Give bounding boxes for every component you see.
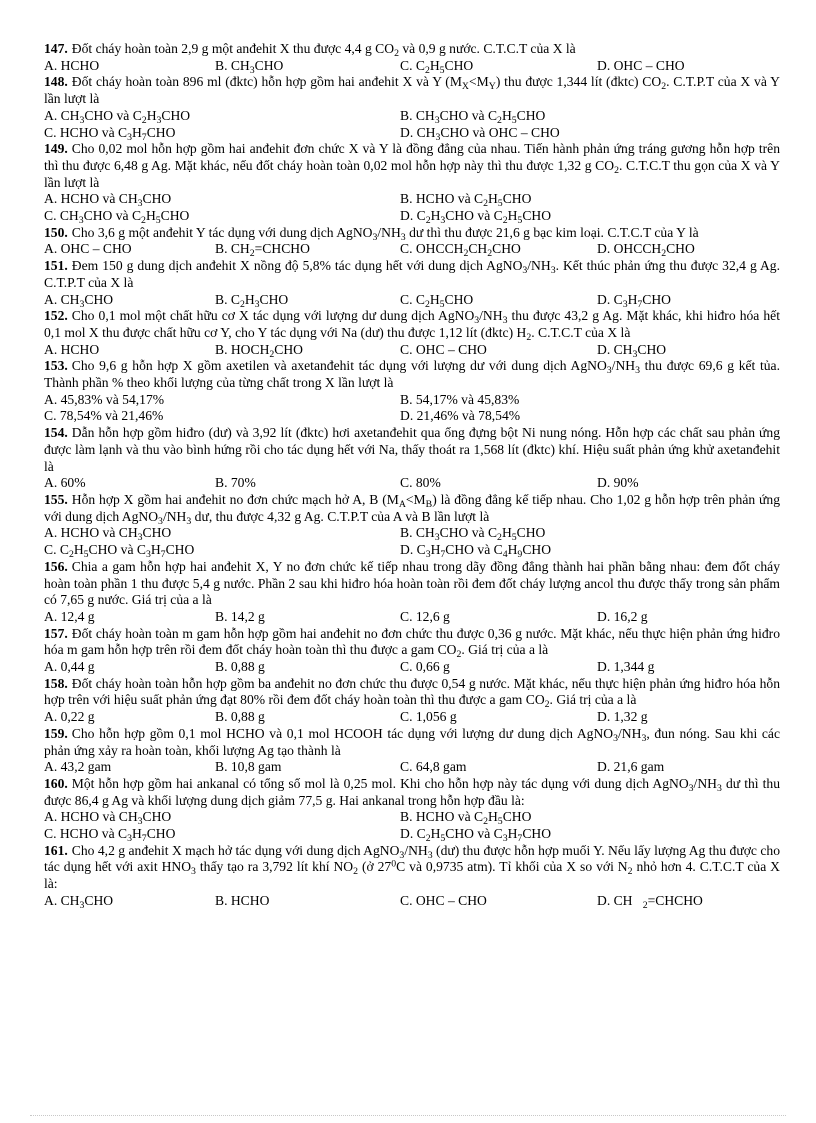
question-text: [44, 559, 780, 609]
answer-option-d: D. CH $_2$=CHCHO: [597, 892, 703, 911]
page-footer-divider: [30, 1115, 786, 1116]
document-page: [44, 41, 780, 910]
answer-option-c: C. $CH_3CHO$ và $C_2H_5CHO$: [44, 208, 190, 226]
answer-option-b: B. 54,17% và 45,83%: [400, 391, 520, 407]
answer-options: [44, 58, 780, 75]
answer-option-d: D. 16,2 g: [597, 608, 648, 624]
question-151: [44, 258, 780, 308]
answer-option-d: D. OHC – CHO: [597, 57, 685, 73]
answer-options: [44, 659, 780, 676]
answer-option-b: B. HCHO và $C_2H_5CHO$: [400, 191, 532, 210]
answer-option-a: A. 12,4 g: [44, 608, 95, 624]
answer-options: [44, 709, 780, 726]
answer-option-a: A. 45,83% và 54,17%: [44, 391, 165, 407]
question-body: Cho 4,2 g anđehit X mạch hở tác dụng với dung dịch $AgNO_3/NH_3$ (dư) thu được hỗn hợp muối Y. Nếu lấy lượng Ag thu được cho tác dụng hết với axit $HNO_3$ thấy tạo ra 3,792 lít khí $NO_2$ (ở $27^0C$ và 0,9735 atm). Tỉ khối của X so với $N_2$ nhỏ hơn 4. C.T.C.T của X là:: [44, 842, 780, 892]
question-body: Hỗn hợp X gồm hai anđehit no đơn chức mạch hở A, B $(M_A<M_B)$ là đồng đẳng kế tiếp nhau. Cho 1,02 g hỗn hợp trên phản ứng với dung dịch $AgNO_3/NH_3$ dư, thu được 4,32 g Ag. C.T.P.T của A và B lần lượt là: [44, 491, 780, 527]
question-number: 154.: [44, 425, 68, 441]
question-text: [44, 225, 780, 242]
answer-options: [44, 809, 780, 842]
answer-option-b: B. HCHO và $C_2H_5CHO$: [400, 809, 532, 828]
question-161: [44, 843, 780, 910]
answer-option-a: A. 0,44 g: [44, 659, 95, 675]
question-text: [44, 776, 780, 809]
answer-options: [44, 392, 780, 425]
answer-options: [44, 292, 780, 309]
question-number: 152.: [44, 308, 68, 324]
answer-option-b: B. $C_2H_3CHO$: [215, 291, 289, 310]
question-number: 161.: [44, 842, 68, 858]
answer-option-d: D. 1,32 g: [597, 709, 648, 725]
answer-option-c: C. 64,8 gam: [400, 759, 467, 775]
question-body: Đem 150 g dung dịch anđehit X nồng độ 5,8% tác dụng hết với dung dịch $AgNO_3/NH_3$. Kết thúc phản ứng thu được 32,4 g Ag. C.T.P.T của X là: [44, 258, 780, 290]
answer-option-d: D. $CH_3CHO$ và OHC – CHO: [400, 124, 560, 143]
answer-option-d: D. $CH_3CHO$: [597, 341, 667, 360]
question-body: Cho 9,6 g hỗn hợp X gồm axetilen và axetanđehit tác dụng với lượng dư với dung dịch $AgNO_3/NH_3$ thu được 69,6 g kết tủa. Thành phần % theo khối lượng của từng chất trong X lần lượt là: [44, 358, 780, 391]
answer-option-d: D. 90%: [597, 475, 639, 491]
answer-option-b: B. $CH_2=CHCHO$: [215, 241, 310, 260]
answer-option-d: D. $C_2H_3CHO$ và $C_2H_5CHO$: [400, 208, 552, 226]
question-number: 157.: [44, 625, 68, 641]
answer-option-a: A. 43,2 gam: [44, 759, 112, 775]
answer-option-a: A. $CH_3CHO$: [44, 892, 114, 911]
question-159: [44, 726, 780, 776]
question-150: [44, 225, 780, 258]
question-147: [44, 41, 780, 74]
question-text: [44, 41, 780, 58]
question-number: 153.: [44, 358, 68, 374]
answer-options: [44, 525, 780, 561]
question-text: [44, 843, 780, 893]
question-158: [44, 676, 780, 726]
answer-options: [44, 342, 780, 359]
answer-option-b: B. 10,8 gam: [215, 759, 282, 775]
answer-option-a: A. HCHO: [44, 341, 100, 357]
answer-option-a: A. HCHO: [44, 57, 100, 73]
question-text: [44, 726, 780, 759]
answer-option-c: C. $C_2H_5CHO$: [400, 57, 474, 76]
answer-option-c: C. 0,66 g: [400, 659, 450, 675]
answer-option-c: C. HCHO và $C_3H_7CHO$: [44, 124, 176, 143]
question-body: Đốt cháy hoàn toàn 896 ml (đktc) hỗn hợp gồm hai anđehit X và Y $(M_X<M_Y)$ thu được 1,344 lít (đktc) $CO_2$. C.T.P.T của X và Y lần lượt là: [44, 74, 780, 107]
question-body: Cho 0,02 mol hỗn hợp gồm hai anđehit đơn chức X và Y là đồng đẳng của nhau. Tiến hành phản ứng tráng gương hỗn hợp trên thì thu được 6,48 g Ag. Mặt khác, nếu đốt cháy hoàn toàn 0,02 mol hỗn hợp này thì thu được 1,32 g $CO_2$. C.T.C.T thu gọn của X và Y lần lượt là: [44, 141, 780, 190]
question-number: 155.: [44, 491, 68, 507]
question-number: 156.: [44, 558, 68, 574]
answer-option-c: C. OHC – CHO: [400, 341, 487, 357]
question-157: [44, 626, 780, 676]
question-text: [44, 74, 780, 107]
question-number: 159.: [44, 725, 68, 741]
question-body: Chia a gam hỗn hợp hai anđehit X, Y no đơn chức kế tiếp nhau trong dãy đồng đẳng thành hai phần bằng nhau: đem đốt cháy hoàn toàn phần 1 thu được 5,4 g nước. Phần 2 sau khi hiđro hóa hoàn toàn rồi đem đốt cháy lượng ancol thu được thấy trong sản phẩm có 7,65 g nước. Giá trị của a là: [44, 558, 780, 608]
question-number: 147.: [44, 41, 68, 56]
question-number: 149.: [44, 141, 68, 157]
answer-option-c: C. $C_2H_5CHO$ và $C_3H_7CHO$: [44, 542, 195, 561]
question-text: [44, 308, 780, 341]
question-body: Cho 0,1 mol một chất hữu cơ X tác dụng với lượng dư dung dịch $AgNO_3/NH_3$ thu được 43,2 g Ag. Mặt khác, khi hiđro hóa hết 0,1 mol X thu được chất hữu cơ Y, cho Y tác dụng với Na (dư) thu được 1,12 lít (đktc) $H_2$. C.T.C.T của X là: [44, 308, 780, 343]
answer-option-a: A. OHC – CHO: [44, 241, 132, 257]
question-body: Một hỗn hợp gồm hai ankanal có tổng số mol là 0,25 mol. Khi cho hỗn hợp này tác dụng với dung dịch $AgNO_3/NH_3$ dư thì thu được 86,4 g Ag và khối lượng dung dịch giảm 77,5 g. Hai ankanal trong hỗn hợp đầu là:: [44, 775, 780, 808]
answer-option-c: C. $OHCCH_2CH_2CHO$: [400, 241, 521, 260]
question-body: Đốt cháy hoàn toàn hỗn hợp gồm ba anđehit no đơn chức thu được 0,54 g nước. Mặt khác, nếu thực hiện phản ứng hiđro hóa hỗn hợp trên với hiệu suất phản ứng đạt 80% rồi đem đốt cháy hoàn toàn thì thu được a gam $CO_2$. Giá trị của a là: [44, 675, 780, 711]
question-text: [44, 358, 780, 391]
answer-option-b: B. $CH_3CHO$: [215, 57, 284, 76]
answer-option-b: B. $CH_3CHO$ và $C_2H_5CHO$: [400, 525, 546, 544]
question-number: 151.: [44, 258, 68, 274]
answer-options: [44, 893, 780, 910]
answer-options: [44, 191, 780, 224]
answer-option-a: A. 60%: [44, 475, 86, 491]
answer-option-c: C. OHC – CHO: [400, 892, 487, 908]
answer-options: [44, 475, 780, 492]
answer-option-a: A. $CH_3CHO$ và $C_2H_3CHO$: [44, 107, 191, 126]
answer-option-b: B. 0,88 g: [215, 659, 265, 675]
answer-option-a: A. 0,22 g: [44, 709, 95, 725]
answer-option-d: D. $OHCCH_2CHO$: [597, 241, 695, 260]
question-149: [44, 141, 780, 225]
answer-option-d: D. $C_3H_7CHO$ và $C_4H_9CHO$: [400, 542, 552, 561]
question-152: [44, 308, 780, 358]
answer-option-d: D. 21,6 gam: [597, 759, 665, 775]
answer-option-b: B. 0,88 g: [215, 709, 265, 725]
question-153: [44, 358, 780, 425]
answer-option-b: B. $CH_3CHO$ và $C_2H_5CHO$: [400, 107, 546, 126]
answer-option-a: A. HCHO và $CH_3CHO$: [44, 809, 172, 828]
answer-options: [44, 759, 780, 776]
answer-option-b: B. $HOCH_2CHO$: [215, 341, 303, 360]
question-155: [44, 492, 780, 559]
answer-options: [44, 108, 780, 141]
answer-option-c: C. 78,54% và 21,46%: [44, 408, 164, 424]
question-148: [44, 74, 780, 141]
question-body: Cho 3,6 g một anđehit Y tác dụng với dung dịch $AgNO_3/NH_3$ dư thì thu được 21,6 g bạc kim loại. C.T.C.T của Y là: [71, 224, 699, 243]
question-text: [44, 425, 780, 475]
question-text: [44, 492, 780, 525]
question-body: Cho hỗn hợp gồm 0,1 mol HCHO và 0,1 mol HCOOH tác dụng với lượng dư dung dịch $AgNO_3/NH_3$, đun nóng. Sau khi các phản ứng xảy ra hoàn toàn, khối lượng Ag tạo thành là: [44, 725, 781, 758]
answer-option-c: C. HCHO và $C_3H_7CHO$: [44, 826, 176, 844]
question-body: Đốt cháy hoàn toàn m gam hỗn hợp gồm hai anđehit no đơn chức thu được 0,36 g nước. Mặt khác, nếu thực hiện phản ứng hiđro hóa m gam hỗn hợp trên rồi đem đốt cháy hoàn toàn thì thu được a gam $CO_2$. Giá trị của a là: [44, 625, 780, 661]
question-156: [44, 559, 780, 626]
answer-option-b: B. 14,2 g: [215, 608, 265, 624]
question-text: [44, 676, 780, 709]
answer-option-d: D. 1,344 g: [597, 659, 655, 675]
question-text: [44, 258, 780, 291]
answer-options: [44, 609, 780, 626]
answer-option-d: D. $C_2H_5CHO$ và $C_3H_7CHO$: [400, 826, 552, 844]
answer-options: [44, 241, 780, 258]
answer-option-a: A. HCHO và $CH_3CHO$: [44, 525, 172, 544]
answer-option-b: B. HCHO: [215, 892, 270, 908]
answer-option-c: C. 1,056 g: [400, 709, 457, 725]
answer-option-c: C. 12,6 g: [400, 608, 450, 624]
question-text: [44, 626, 780, 659]
answer-option-b: B. 70%: [215, 475, 256, 491]
question-body: Dẫn hỗn hợp gồm hiđro (dư) và 3,92 lít (đktc) hơi axetanđehit qua ống đựng bột Ni nung nóng. Hỗn hợp các chất sau phản ứng được làm lạnh và thu vào bình hứng rồi cho tác dụng hết với Na, thấy thoát ra 1,568 lít (đktc) khí. Hiệu suất phản ứng khử axetanđehit là: [44, 425, 780, 474]
question-number: 150.: [44, 224, 68, 240]
question-number: 148.: [44, 74, 68, 90]
answer-option-c: C. $C_2H_5CHO$: [400, 291, 474, 310]
answer-option-a: A. $CH_3CHO$: [44, 291, 114, 310]
question-160: [44, 776, 780, 843]
question-text: [44, 141, 780, 191]
answer-option-d: D. $C_3H_7CHO$: [597, 291, 671, 310]
question-body: Đốt cháy hoàn toàn 2,9 g một anđehit X thu được 4,4 g $CO_2$ và 0,9 g nước. C.T.C.T của X là: [71, 41, 576, 59]
question-154: [44, 425, 780, 492]
question-number: 160.: [44, 775, 68, 791]
answer-option-d: D. 21,46% và 78,54%: [400, 408, 521, 424]
answer-option-c: C. 80%: [400, 475, 441, 491]
question-number: 158.: [44, 675, 68, 691]
answer-option-a: A. HCHO và $CH_3CHO$: [44, 191, 172, 210]
